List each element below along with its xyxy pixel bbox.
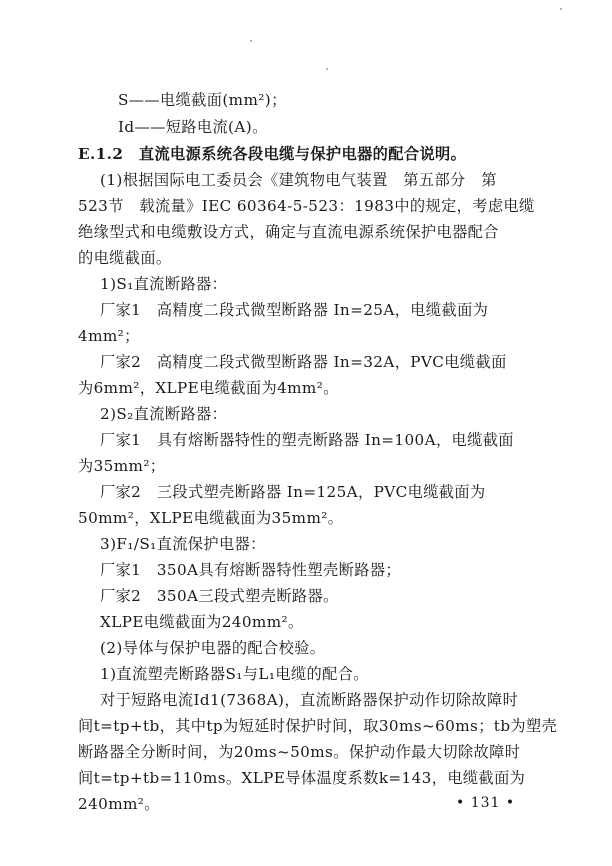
section-heading: E.1.2 直流电源系统各段电缆与保护电器的配合说明。 — [78, 145, 467, 163]
paragraph-line: 对于短路电流Id1(7368A)，直流断路器保护动作切除故障时 — [100, 691, 519, 709]
paragraph-line: 厂家2 350A三段式塑壳断路器。 — [100, 587, 339, 605]
subheading-check: (2)导体与保护电器的配合校验。 — [100, 639, 326, 657]
subheading-s1-l1: 1)直流塑壳断路器S₁与L₁电缆的配合。 — [100, 665, 369, 683]
paragraph-line: 523节 载流量》IEC 60364-5-523：1983中的规定，考虑电缆 — [78, 197, 535, 215]
subheading-s1: 1)S₁直流断路器： — [100, 275, 228, 293]
subheading-f1-s1: 3)F₁/S₁直流保护电器： — [100, 535, 266, 553]
paragraph-line: 4mm²； — [78, 327, 140, 345]
paragraph-line: 50mm²，XLPE电缆截面为35mm²。 — [78, 509, 344, 527]
paragraph-line: 厂家1 高精度二段式微型断路器 In=25A，电缆截面为 — [100, 301, 489, 319]
paragraph-line: 240mm²。 — [78, 795, 160, 813]
paragraph-line: 间t=tp+tb=110ms。XLPE导体温度系数k=143，电缆截面为 — [78, 769, 526, 787]
paragraph-line: 的电缆截面。 — [78, 249, 172, 267]
scan-speck — [250, 40, 252, 42]
paragraph-line: 厂家1 具有熔断器特性的塑壳断路器 In=100A，电缆截面 — [100, 431, 514, 449]
scan-speck — [560, 8, 562, 10]
scan-speck — [326, 68, 328, 70]
paragraph-line: XLPE电缆截面为240mm²。 — [100, 613, 304, 631]
paragraph-line: 间t=tp+tb，其中tp为短延时保护时间，取30ms~60ms；tb为塑壳 — [78, 717, 558, 735]
paragraph-line: (1)根据国际电工委员会《建筑物电气装置 第五部分 第 — [100, 171, 497, 189]
paragraph-line: 厂家2 三段式塑壳断路器 In=125A，PVC电缆截面为 — [100, 483, 486, 501]
page-number: • 131 • — [456, 795, 516, 811]
definition-s: S——电缆截面(mm²)； — [118, 91, 287, 109]
paragraph-line: 厂家1 350A具有熔断器特性塑壳断路器； — [100, 561, 402, 579]
paragraph-line: 为6mm²，XLPE电缆截面为4mm²。 — [78, 379, 339, 397]
paragraph-line: 为35mm²； — [78, 457, 166, 475]
paragraph-line: 绝缘型式和电缆敷设方式，确定与直流电源系统保护电器配合 — [78, 223, 499, 241]
definition-id: Id——短路电流(A)。 — [118, 118, 268, 136]
paragraph-line: 断路器全分断时间，为20ms~50ms。保护动作最大切除故障时 — [78, 743, 521, 761]
subheading-s2: 2)S₂直流断路器： — [100, 405, 228, 423]
paragraph-line: 厂家2 高精度二段式微型断路器 In=32A，PVC电缆截面 — [100, 353, 507, 371]
